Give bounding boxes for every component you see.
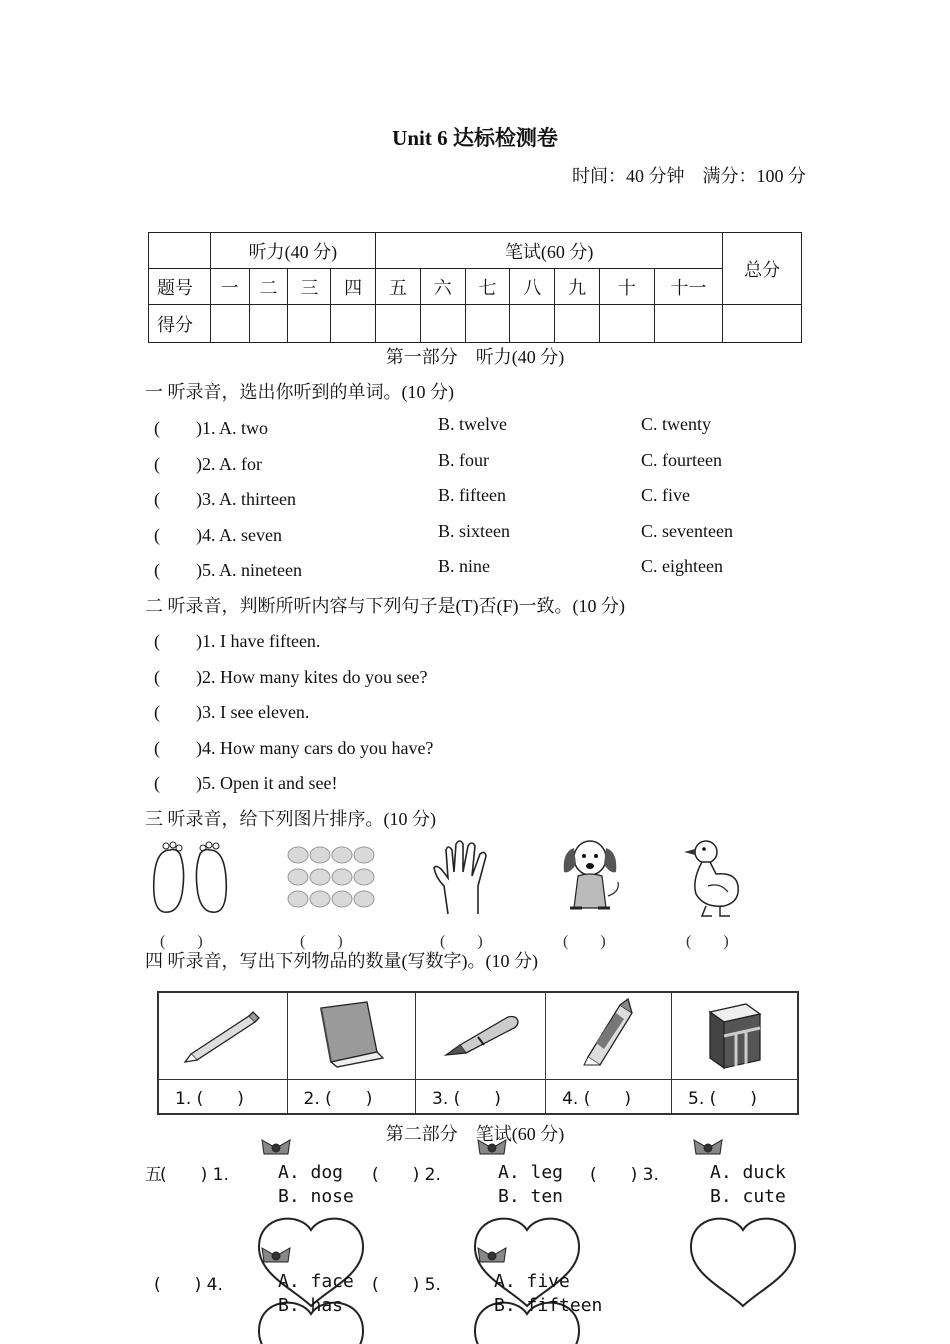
col-6: 六: [420, 269, 465, 305]
section3-title: 三 听录音，给下列图片排序。(10 分): [145, 809, 436, 829]
s5-option-a: A. dog: [278, 1162, 344, 1183]
count-blank[interactable]: 3. ( ): [416, 1080, 546, 1115]
exam-meta: 时间：40 分钟 满分：100 分: [572, 166, 806, 186]
s1-item-b: B. twelve: [438, 414, 507, 434]
count-blank[interactable]: 1. ( ): [158, 1080, 287, 1115]
section4-title: 四 听录音，写出下列物品的数量(写数字)。(10 分): [145, 951, 538, 971]
score-cell[interactable]: [210, 305, 249, 343]
s5-question[interactable]: ( ) 3.: [590, 1165, 659, 1185]
s5-question[interactable]: ( ) 4.: [154, 1275, 223, 1295]
s5-question[interactable]: ( ) 1.: [160, 1165, 229, 1185]
s1-item-b: B. fifteen: [438, 485, 506, 505]
s2-item: ( )5. Open it and see!: [154, 773, 338, 793]
count-blank[interactable]: 4. ( ): [546, 1080, 672, 1115]
s1-item-c: C. twenty: [641, 414, 711, 434]
score-cell[interactable]: [600, 305, 655, 343]
total-score-cell[interactable]: [723, 305, 802, 343]
s2-item: ( )3. I see eleven.: [154, 702, 310, 722]
col-2: 二: [249, 269, 288, 305]
part1-title: 第一部分 听力(40 分): [385, 347, 565, 367]
s1-item-a: ( )4. A. seven: [154, 525, 282, 545]
s1-item-b: B. four: [438, 450, 489, 470]
s1-item-c: C. five: [641, 485, 690, 505]
s5-option-b: B. ten: [498, 1186, 564, 1207]
s1-item-b: B. sixteen: [438, 521, 510, 541]
s5-option-a: A. duck: [710, 1162, 786, 1183]
book-cell: [287, 992, 416, 1080]
score-table: [148, 232, 802, 343]
listening-header: 听力(40 分): [210, 233, 375, 269]
col-1: 一: [210, 269, 249, 305]
s5-question[interactable]: ( ) 2.: [372, 1165, 441, 1185]
section1-title: 一 听录音，选出你听到的单词。(10 分): [145, 382, 454, 402]
s5-option-a: A. face: [278, 1271, 354, 1292]
s1-item-a: ( )5. A. nineteen: [154, 560, 302, 580]
score-cell[interactable]: [288, 305, 331, 343]
s5-option-a: A. five: [494, 1271, 570, 1292]
score-cell[interactable]: [420, 305, 465, 343]
col-4: 四: [331, 269, 376, 305]
dog-icon: [556, 836, 626, 916]
order-bracket[interactable]: ( ): [160, 933, 203, 950]
col-3: 三: [288, 269, 331, 305]
s1-item: [154, 521, 804, 543]
coins-icon: [286, 844, 378, 912]
score-cell[interactable]: [376, 305, 421, 343]
s1-item: [154, 556, 804, 578]
col-9: 九: [555, 269, 600, 305]
s1-item: [154, 485, 804, 507]
s1-item-a: ( )1. A. two: [154, 418, 268, 438]
part2-title-text: 第二部分 笔试(60 分): [385, 1124, 565, 1144]
s1-item-c: C. eighteen: [641, 556, 723, 576]
score-cell[interactable]: [331, 305, 376, 343]
s5-option-a: A. leg: [498, 1162, 564, 1183]
s5-option-b: B. cute: [710, 1186, 786, 1207]
s5-option-b: B. nose: [278, 1186, 354, 1207]
s1-item: [154, 450, 804, 472]
order-bracket[interactable]: ( ): [563, 933, 606, 950]
s1-item: [154, 414, 804, 436]
total-header: 总分: [723, 233, 802, 305]
s1-item-c: C. seventeen: [641, 521, 733, 541]
section2-title: 二 听录音，判断所听内容与下列句子是(T)否(F)一致。(10 分): [145, 596, 625, 616]
duck-icon: [680, 836, 742, 920]
col-7: 七: [465, 269, 510, 305]
score-cell[interactable]: [465, 305, 510, 343]
writing-header: 笔试(60 分): [376, 233, 723, 269]
question-number-label: 题号: [149, 269, 211, 305]
order-bracket[interactable]: ( ): [686, 933, 729, 950]
page-title: Unit 6 达标检测卷: [392, 126, 558, 150]
score-table-corner: [149, 233, 211, 269]
count-blank[interactable]: 5. ( ): [672, 1080, 798, 1115]
s1-item-a: ( )2. A. for: [154, 454, 262, 474]
crayon-cell: [546, 992, 672, 1080]
score-cell[interactable]: [654, 305, 723, 343]
pencil-icon: [183, 1004, 263, 1064]
score-cell[interactable]: [510, 305, 555, 343]
s5-option-b: B. fifteen: [494, 1295, 603, 1316]
count-blank[interactable]: 2. ( ): [287, 1080, 416, 1115]
pencil-cell: [158, 992, 287, 1080]
s1-item-c: C. fourteen: [641, 450, 722, 470]
s2-item: ( )2. How many kites do you see?: [154, 667, 428, 687]
s2-item: ( )1. I have fifteen.: [154, 631, 321, 651]
hand-icon: [430, 838, 496, 918]
feet-icon: [148, 840, 234, 918]
col-11: 十一: [654, 269, 723, 305]
s1-item-b: B. nine: [438, 556, 490, 576]
section5-label: 五: [145, 1165, 162, 1185]
eraser-cell: [672, 992, 798, 1080]
score-cell[interactable]: [249, 305, 288, 343]
book-icon: [311, 1000, 391, 1068]
col-10: 十: [600, 269, 655, 305]
s5-option-b: B. has: [278, 1295, 344, 1316]
s2-item: ( )4. How many cars do you have?: [154, 738, 434, 758]
heart-3: [691, 1219, 795, 1306]
crayon-icon: [574, 997, 644, 1071]
col-5: 五: [376, 269, 421, 305]
items-table: [157, 991, 799, 1115]
eraser-icon: [700, 996, 770, 1072]
s1-item-a: ( )3. A. thirteen: [154, 489, 296, 509]
score-cell[interactable]: [555, 305, 600, 343]
order-bracket[interactable]: ( ): [440, 933, 483, 950]
col-8: 八: [510, 269, 555, 305]
order-bracket[interactable]: ( ): [300, 933, 343, 950]
pen-icon: [438, 1009, 524, 1059]
s5-question[interactable]: ( ) 5.: [372, 1275, 441, 1295]
pen-cell: [416, 992, 546, 1080]
hearts-layer: [0, 1128, 950, 1344]
score-label: 得分: [149, 305, 211, 343]
